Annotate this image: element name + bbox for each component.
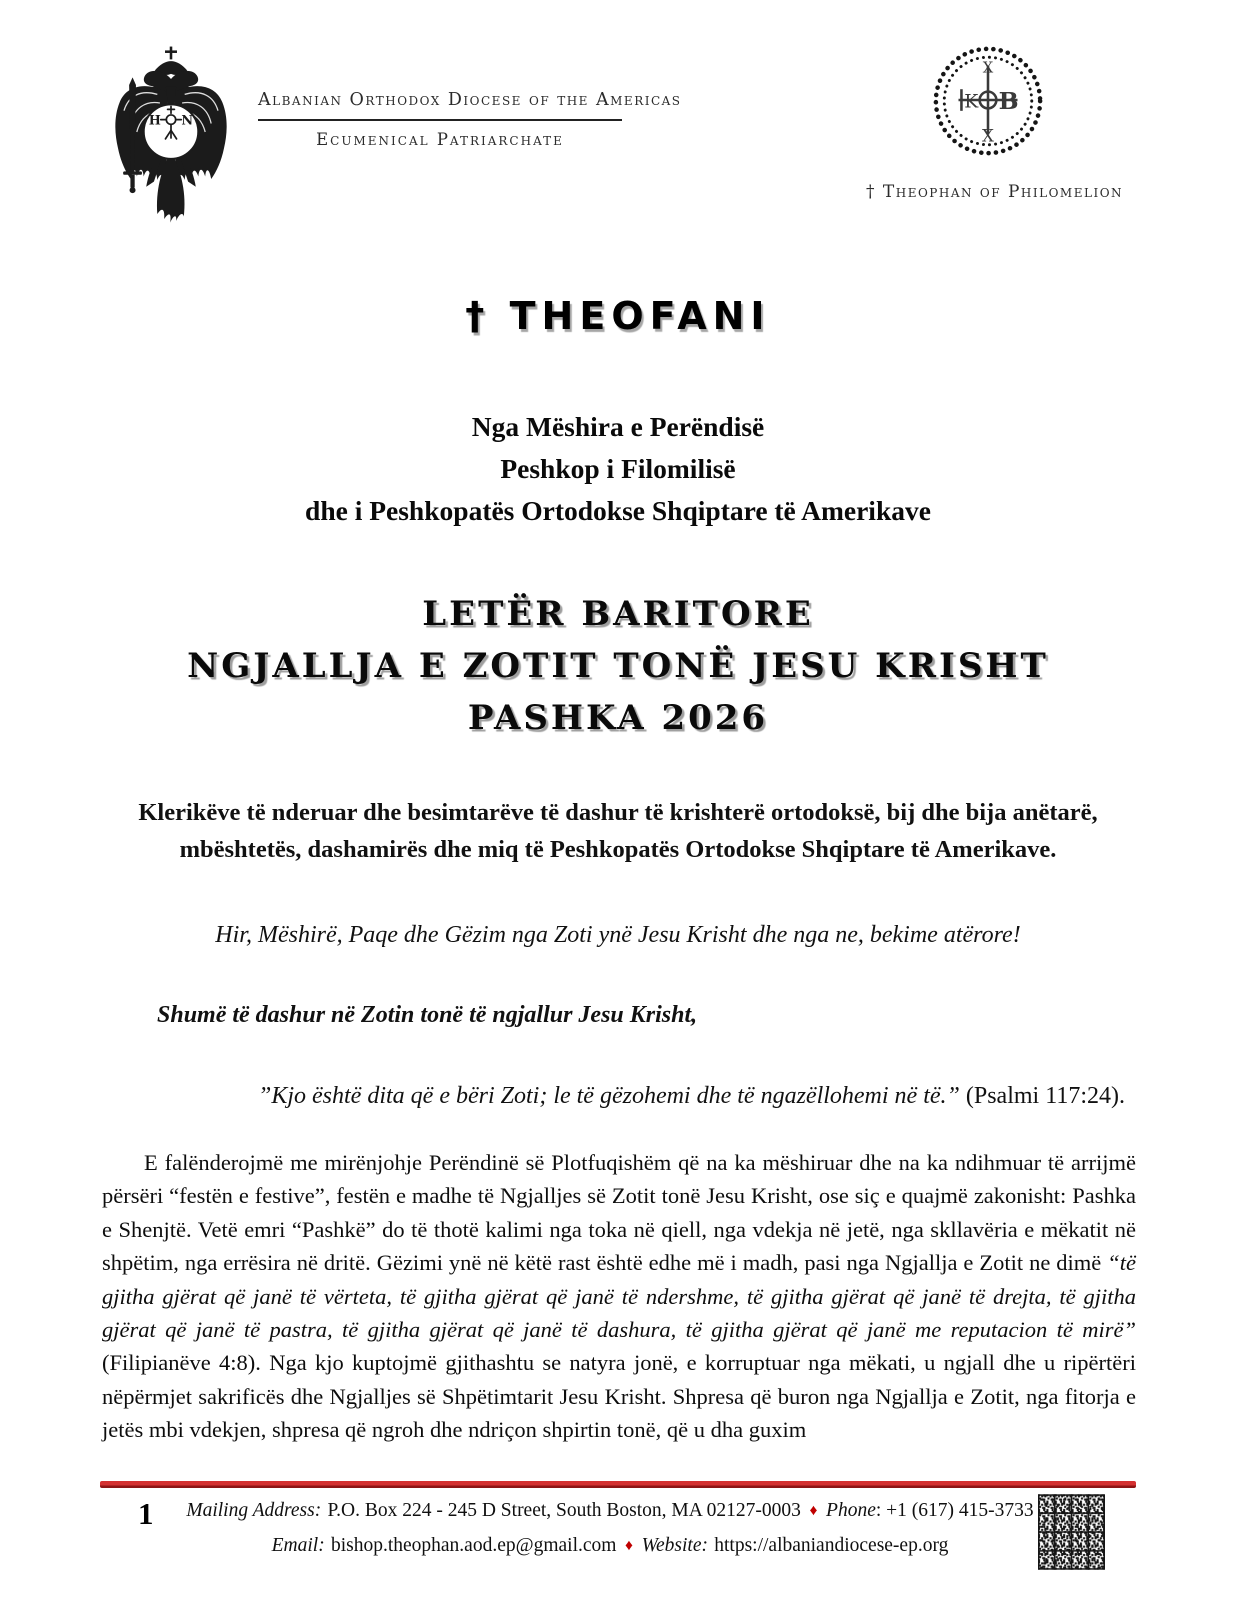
- svg-text:X: X: [982, 125, 994, 146]
- bishop-style-subtitle: [0, 406, 1236, 532]
- subtitle-line-2: Peshkop i Filomilisë: [500, 453, 736, 484]
- page-number: 1: [138, 1496, 154, 1531]
- phone-value: : +1 (617) 415-3733: [875, 1500, 1034, 1521]
- main-title-line-2: NGJALLJA E ZOTIT TONË JESU KRISHT: [187, 646, 1049, 686]
- diamond-separator-icon: ♦: [809, 1501, 818, 1519]
- bishop-seal-icon: [929, 42, 1047, 160]
- mailing-address-value: P.O. Box 224 - 245 D Street, South Boston, MA 02127-0003: [327, 1500, 801, 1521]
- diamond-separator-icon: ♦: [625, 1536, 633, 1554]
- phone-label: Phone: [826, 1500, 876, 1521]
- scripture-reference: (Psalmi 117:24).: [959, 1083, 1125, 1109]
- seal-caption: † Theophan of Philomelion: [866, 182, 1124, 202]
- svg-text:K: K: [964, 91, 979, 113]
- footer-contact-block: [168, 1500, 1052, 1557]
- addressee-line: Shumë të dashur në Zotin tonë të ngjallur Jesu Krisht,: [157, 1002, 698, 1028]
- jurisdiction-name: Ecumenical Patriarchate: [316, 130, 564, 149]
- footer-line-email-website: [168, 1535, 1052, 1557]
- greeting-line: Hir, Mëshirë, Paqe dhe Gëzim nga Zoti ynë Jesu Krisht dhe nga ne, bekime atërore!: [215, 922, 1021, 948]
- main-title-line-1: LETËR BARITORE: [422, 594, 814, 634]
- bishop-name-title: † THEOFANI: [465, 294, 771, 338]
- email-value: bishop.theophan.aod.ep@gmail.com: [330, 1535, 617, 1556]
- svg-text:B: B: [998, 86, 1019, 115]
- salutation-paragraph: Klerikëve të nderuar dhe besimtarëve të dashur të krishterë ortodoksë, bij dhe bija anëtarë, mbështetës, dashamirës dhe miq të Peshkopatës Ortodokse Shqiptare të Amerikave.: [138, 799, 1098, 863]
- website-value: https://albaniandiocese-ep.org: [714, 1535, 949, 1556]
- email-label: Email:: [271, 1535, 325, 1556]
- main-title-line-3: PASHKA 2026: [467, 698, 769, 738]
- svg-text:X: X: [982, 59, 994, 77]
- body-paragraph: [102, 1146, 1136, 1447]
- double-headed-eagle-emblem: [106, 44, 236, 232]
- letterhead-divider: [258, 119, 622, 121]
- letterhead-diocese-block: [258, 90, 682, 149]
- eagle-monogram-right: N: [181, 113, 194, 129]
- eagle-monogram-left: H: [148, 113, 161, 129]
- scripture-quote-text: ”Kjo është dita që e bëri Zoti; le të gëzohemi dhe të ngazëllohemi në të.”: [258, 1083, 960, 1109]
- subtitle-line-3: dhe i Peshkopatës Ortodokse Shqiptare të Amerikave: [305, 495, 931, 526]
- body-quote-philippians: “të gjitha gjërat që janë të vërteta, të gjitha gjërat që janë të ndershme, të gjitha gjërat që janë të drejta, të gjitha gjërat që janë të pastra, të gjitha gjërat që janë të dashura, të gjitha gjërat që janë me reputacion të mirë”: [102, 1250, 1136, 1343]
- qr-code: [1038, 1494, 1105, 1570]
- website-label: Website:: [641, 1535, 708, 1556]
- mailing-address-label: Mailing Address:: [186, 1500, 322, 1521]
- body-text-1: E falënderojmë me mirënjohje Perëndinë së Plotfuqishëm që na ka mëshiruar dhe na ka ndihmuar të arrijmë përsëri “festën e festive”, festën e madhe të Ngjalljes së Zotit tonë Jesu Krisht, ose siç e quajmë zakonisht: Pashka e Shenjtë. Vetë emri “Pashkë” do të thotë kalimi nga toka në qiell, nga vdekja në jetë, nga skllavëria e mëkatit në shpëtim, nga errësira në dritë. Gëzimi ynë në këtë rast është edhe më i madh, pasi nga Ngjallja e Zotit ne dimë: [102, 1150, 1136, 1276]
- bishop-seal-block: [866, 42, 1124, 202]
- diocese-name: Albanian Orthodox Diocese of the Americas: [258, 90, 682, 110]
- scripture-quote: [258, 1083, 1125, 1110]
- footer-line-address-phone: [168, 1500, 1052, 1522]
- subtitle-line-1: Nga Mëshira e Perëndisë: [471, 411, 765, 442]
- footer-red-rule: [100, 1481, 1136, 1488]
- body-text-2: (Filipianëve 4:8). Nga kjo kuptojmë gjithashtu se natyra jonë, e korruptuar nga mëkati, u ngjall dhe u ripërtëri nëpërmjet sakrificës dhe Ngjalljes së Shpëtimtarit Jesu Krisht. Shpresa që buron nga Ngjallja e Zotit, nga fitorja e jetës mbi vdekjen, shpresa që ngroh dhe ndriçon shpirtin tonë, që u dha guxim: [102, 1350, 1136, 1443]
- letter-main-title: [0, 588, 1236, 744]
